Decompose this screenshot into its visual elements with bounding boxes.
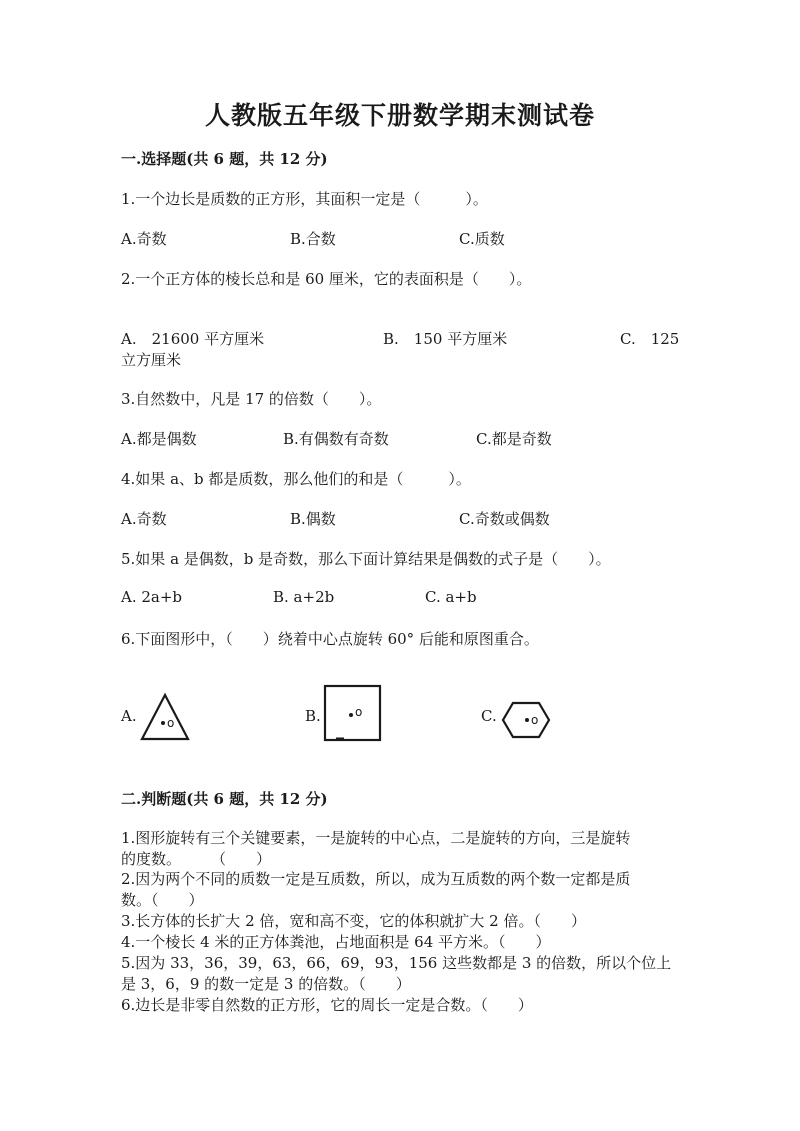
question-1-option-a: A.奇数 [121, 230, 167, 248]
question-1-stem: 1.一个边长是质数的正方形，其面积一定是（ ）。 [121, 190, 488, 208]
judgment-line-6: 4.一个棱长 4 米的正方体粪池，占地面积是 64 平方米。（ ） [121, 933, 551, 951]
judgment-line-1: 1.图形旋转有三个关键要素，一是旋转的中心点，二是旋转的方向，三是旋转 [121, 829, 631, 847]
question-5-stem: 5.如果 a 是偶数，b 是奇数，那么下面计算结果是偶数的式子是（ ）。 [121, 550, 611, 568]
question-2-option-c-continued: 立方厘米 [121, 351, 182, 369]
hexagon-figure-mark: o [531, 713, 539, 727]
question-2-option-a: A. 21600 平方厘米 [121, 330, 265, 348]
square-figure [322, 683, 384, 743]
question-5-option-c: C. a+b [425, 588, 477, 606]
judgment-line-2: 的度数。 （ ） [121, 850, 272, 868]
question-6-option-b: B. [305, 707, 321, 725]
question-5-option-a: A. 2a+b [121, 588, 183, 606]
question-3-option-c: C.都是奇数 [476, 430, 552, 448]
judgment-line-8: 是 3，6，9 的数一定是 3 的倍数。（ ） [121, 975, 411, 993]
square-figure-mark: o [355, 705, 363, 719]
question-3-option-b: B.有偶数有奇数 [283, 430, 389, 448]
question-6-option-c: C. [481, 707, 497, 725]
page-title: 人教版五年级下册数学期末测试卷 [204, 101, 595, 130]
judgment-line-7: 5.因为 33，36，39，63，66，69，93，156 这些数都是 3 的倍数，所以个位上 [121, 954, 672, 972]
question-3-option-a: A.都是偶数 [121, 430, 197, 448]
judgment-line-3: 2.因为两个不同的质数一定是互质数，所以，成为互质数的两个数一定都是质 [121, 870, 631, 888]
question-6-option-a: A. [121, 707, 137, 725]
question-2-option-b: B. 150 平方厘米 [383, 330, 508, 348]
hexagon-figure [500, 700, 552, 740]
question-4-option-a: A.奇数 [121, 510, 167, 528]
question-1-option-b: B.合数 [290, 230, 336, 248]
triangle-figure-mark: o [167, 716, 175, 730]
question-4-stem: 4.如果 a、b 都是质数，那么他们的和是（ ）。 [121, 470, 471, 488]
question-4-option-c: C.奇数或偶数 [459, 510, 550, 528]
judgment-line-9: 6.边长是非零自然数的正方形，它的周长一定是合数。（ ） [121, 996, 533, 1014]
question-6-stem: 6.下面图形中，（ ）绕着中心点旋转 60° 后能和原图重合。 [121, 630, 539, 648]
question-4-option-b: B.偶数 [290, 510, 336, 528]
judgment-line-5: 3.长方体的长扩大 2 倍，宽和高不变，它的体积就扩大 2 倍。（ ） [121, 912, 586, 930]
question-2-option-c: C. 125 [620, 330, 680, 348]
question-1-option-c: C.质数 [459, 230, 505, 248]
section-heading-judgment: 二.判断题(共 6 题，共 12 分) [121, 790, 328, 808]
question-2-stem: 2.一个正方体的棱长总和是 60 厘米，它的表面积是（ ）。 [121, 270, 532, 288]
triangle-figure [139, 692, 191, 742]
question-3-stem: 3.自然数中，凡是 17 的倍数（ ）。 [121, 390, 382, 408]
question-5-option-b: B. a+2b [273, 588, 335, 606]
section-heading-choice: 一.选择题(共 6 题，共 12 分) [121, 150, 328, 168]
judgment-line-4: 数。（ ） [121, 891, 204, 909]
